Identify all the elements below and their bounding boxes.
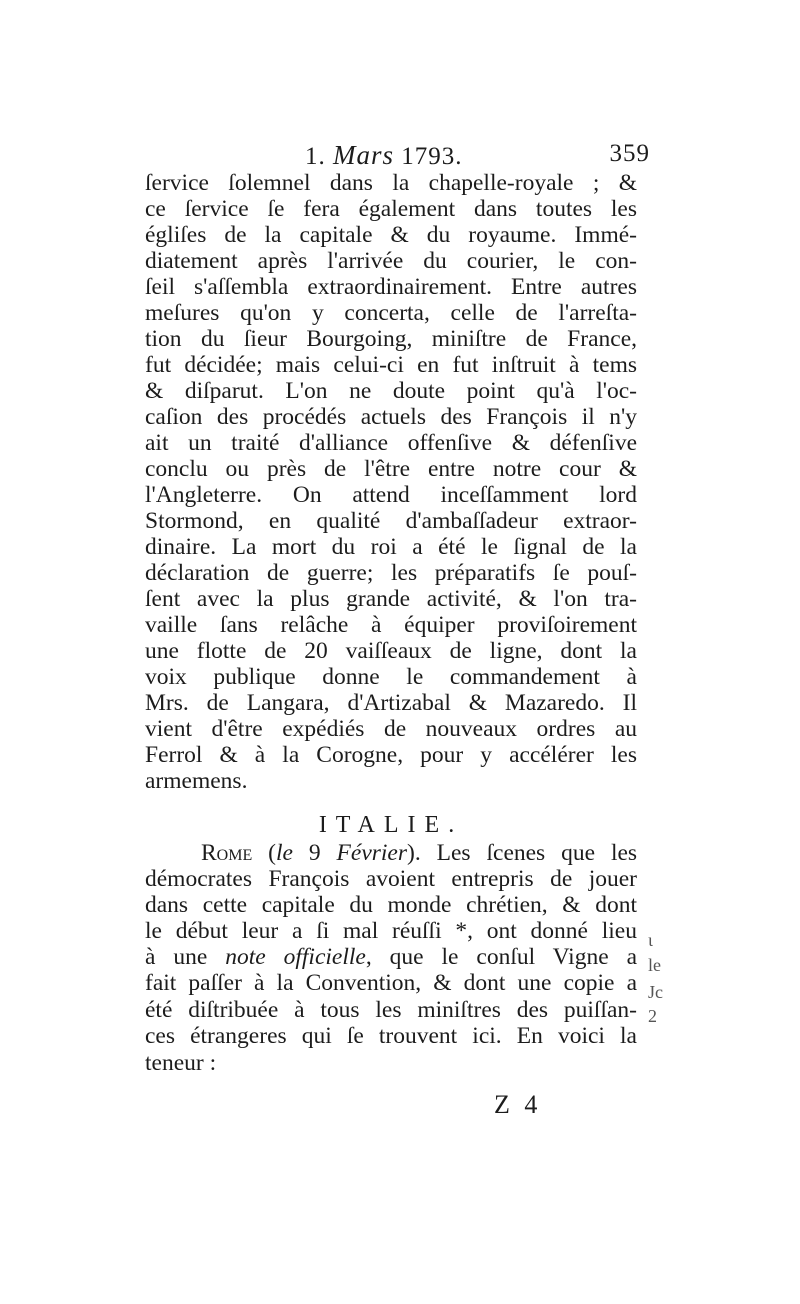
text-line: & diſparut. L'on ne doute point qu'à l'oc- [145, 378, 637, 404]
text-line: ſervice ſolemnel dans la chapelle-royale ; & [145, 170, 637, 196]
text-line: dinaire. La mort du roi a été le ſignal de la [145, 534, 637, 560]
header-date [305, 140, 463, 171]
date-day: 9 [308, 840, 321, 866]
text-line: tion du ſieur Bourgoing, miniſtre de France, [145, 326, 637, 352]
text-line: meſures qu'on y concerta, celle de l'arreſta- [145, 300, 637, 326]
header-year: 1793. [401, 143, 463, 170]
rome-line-rest: Les ſcenes que les [436, 840, 638, 866]
note-line [145, 944, 637, 970]
paren-open: ( [268, 840, 276, 866]
text-line: dans cette capitale du monde chrétien, & dont [145, 892, 637, 918]
text-line: Ferrol & à la Corogne, pour y accélérer les [145, 742, 637, 768]
header-day: 1. [305, 143, 326, 170]
text-line: vaille ſans relâche à équiper proviſoirement [145, 612, 637, 638]
note-after: , que le conſul Vigne a [365, 944, 638, 970]
text-line: égliſes de la capitale & du royaume. Immé- [145, 222, 637, 248]
paren-close: ). [407, 840, 421, 866]
section-title: ITALIE. [318, 812, 464, 838]
text-line: voix publique donne le commandement à [145, 664, 637, 690]
margin-bleed-mark: le [648, 955, 661, 975]
text-line: l'Angleterre. On attend inceſſamment lord [145, 482, 637, 508]
text-line: diatement après l'arrivée du courier, le con- [145, 248, 637, 274]
text-line: vient d'être expédiés de nouveaux ordres au [145, 716, 637, 742]
note-italic: note officielle [225, 944, 366, 970]
text-line: ſeil s'aſſembla extraordinairement. Entre autres [145, 274, 637, 300]
running-header [145, 140, 655, 170]
text-line: caſion des procédés actuels des François il n'y [145, 404, 637, 430]
text-line: déclaration de guerre; les préparatifs ſe pouſ- [145, 560, 637, 586]
date-article: le [275, 840, 293, 866]
note-before: à une [145, 944, 208, 970]
text-line: le début leur a ſi mal réuſſi *, ont donné lieu [145, 918, 637, 944]
text-line: Mrs. de Langara, d'Artizabal & Mazaredo. Il [145, 690, 637, 716]
text-line: été diſtribuée à tous les miniſtres des puiſſan- [145, 996, 637, 1023]
text-line: teneur : [145, 1049, 217, 1076]
text-line: armemens. [145, 768, 248, 794]
header-month: Mars [333, 140, 395, 170]
date-month: Février [336, 840, 408, 866]
text-line: ces étrangeres qui ſe trouvent ici. En voici la [145, 1023, 637, 1049]
text-line: une flotte de 20 vaiſſeaux de ligne, dont la [145, 638, 637, 664]
text-line: ſent avec la plus grande activité, & l'on tra- [145, 586, 637, 612]
rome-line [173, 840, 637, 866]
page-number: 359 [609, 140, 650, 167]
text-line: ait un traité d'alliance offenſive & défenſive [145, 430, 637, 456]
place-name: Rome [201, 840, 253, 866]
signature-mark: Z 4 [494, 1090, 542, 1119]
text-line: fait paſſer à la Convention, & dont une copie a [145, 970, 637, 996]
margin-bleed-mark: Jc [648, 982, 663, 1002]
text-line: Stormond, en qualité d'ambaſſadeur extraor- [145, 508, 637, 534]
text-line: ce ſervice ſe fera également dans toutes les [145, 196, 637, 222]
text-line: conclu ou près de l'être entre notre cour & [145, 456, 637, 482]
margin-bleed-mark: ɩ [648, 930, 653, 950]
margin-bleed-mark: 2 [648, 1006, 657, 1026]
text-line: démocrates François avoient entrepris de jouer [145, 866, 637, 892]
text-line: fut décidée; mais celui-ci en fut inſtruit à tems [145, 352, 637, 378]
